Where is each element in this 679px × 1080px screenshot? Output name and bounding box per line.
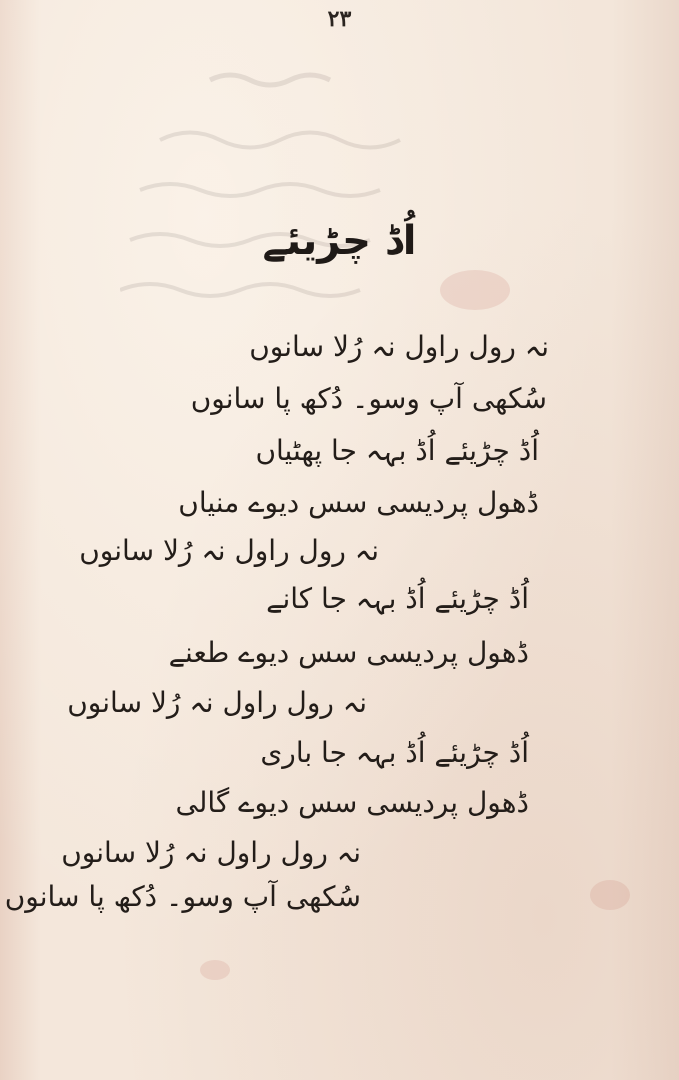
paper-stain (440, 270, 510, 310)
verse-line: نہ رول راول نہ رُلا سانوں (61, 836, 361, 869)
verse-line: نہ رول راول نہ رُلا سانوں (79, 534, 379, 567)
show-through-text (120, 60, 440, 320)
verse-line: اُڈ چڑیئے اُڈ بہہ جا کانے (266, 582, 529, 615)
verse-line: ڈھول پردیسی سس دیوے منیاں (178, 486, 539, 519)
verse-line: سُکھی آپ وسو۔ دُکھ پا سانوں (4, 880, 361, 913)
verse-line: ڈھول پردیسی سس دیوے گالی (175, 786, 529, 819)
paper-stain (200, 960, 230, 980)
verse-line: نہ رول راول نہ رُلا سانوں (67, 686, 367, 719)
verse-line: سُکھی آپ وسو۔ دُکھ پا سانوں (190, 382, 547, 415)
page-number: ۲۳ (327, 6, 352, 32)
verse-line: اُڈ چڑیئے اُڈ بہہ جا پھٹیاں (255, 434, 539, 467)
paper-stain (590, 880, 630, 910)
poem-title: اُڈ چڑیئے (262, 218, 417, 264)
verse-line: ڈھول پردیسی سس دیوے طعنے (168, 636, 529, 669)
verse-line: نہ رول راول نہ رُلا سانوں (249, 330, 549, 363)
verse-line: اُڈ چڑیئے اُڈ بہہ جا باری (260, 736, 529, 769)
